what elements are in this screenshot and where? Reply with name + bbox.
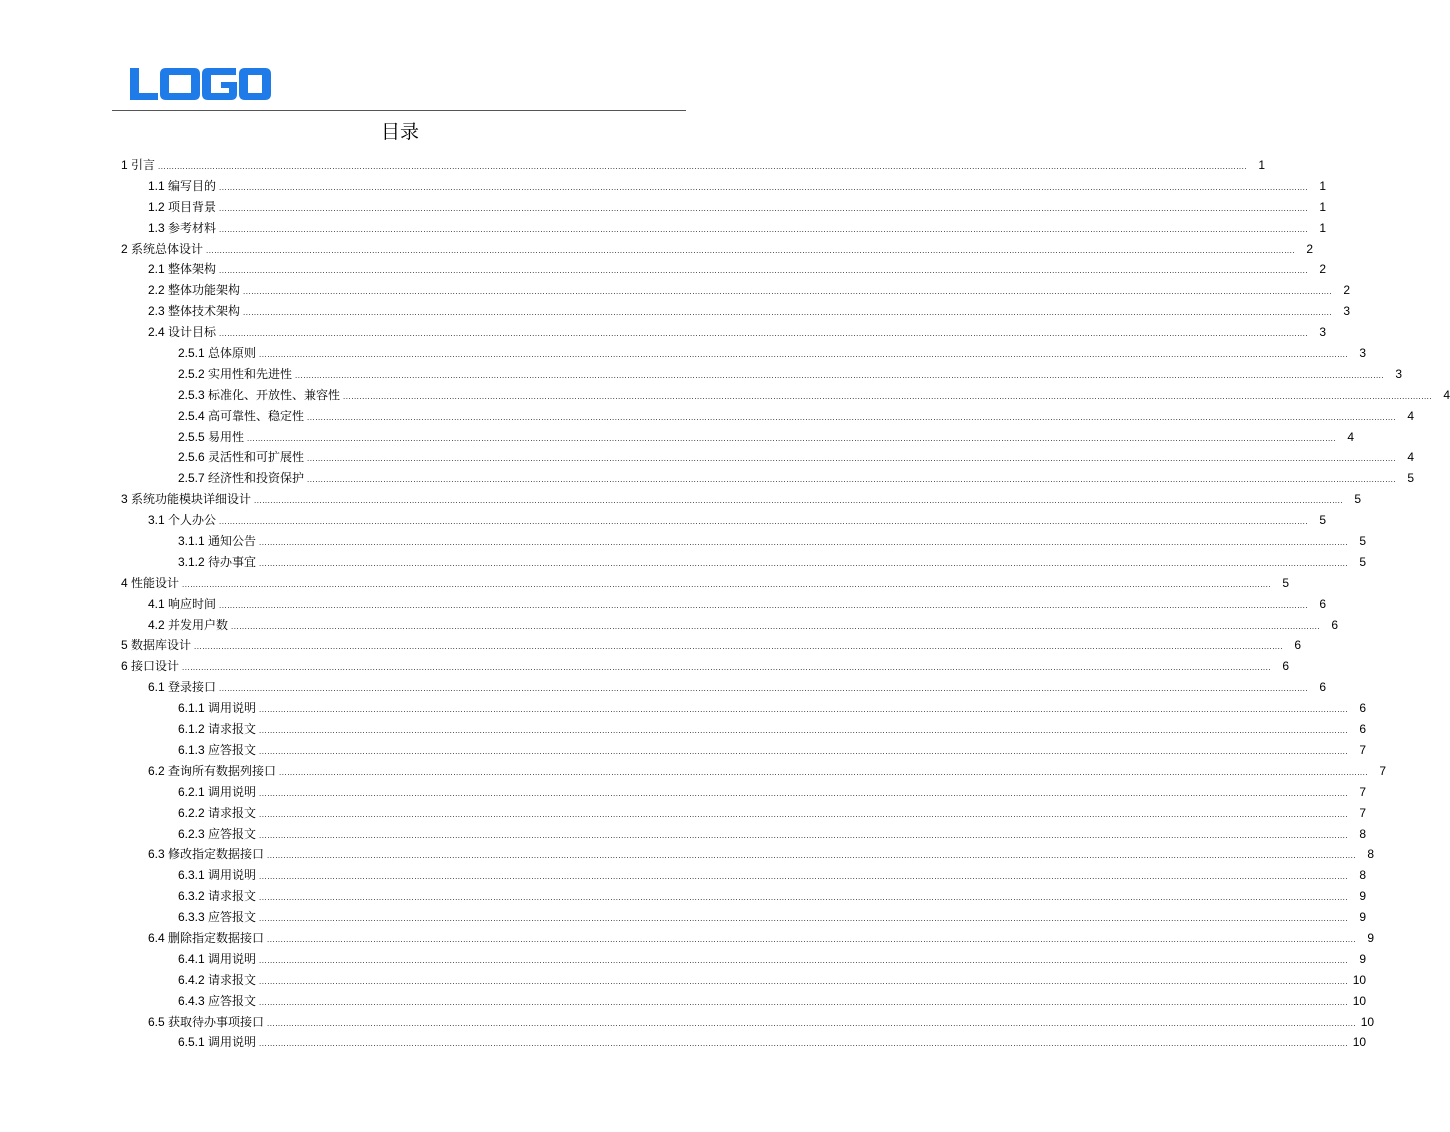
toc-entry-title: 编写目的 [168,178,217,193]
toc-entry-number: 2.5.2 [178,366,209,381]
toc-entry-label [178,970,257,991]
toc-entry-number: 2.4 [148,325,169,340]
toc-entry[interactable] [178,907,1367,928]
toc-entry-page: 4 [1407,408,1415,423]
toc-entry-title: 实用性和先进性 [208,366,293,381]
toc-entry-number: 1.2 [148,199,169,214]
toc-entry-number: 6.2 [148,763,169,778]
toc-entry-title: 调用说明 [208,1035,257,1050]
toc-entry-number: 6.1.1 [178,701,209,716]
toc-entry-page: 2 [1343,283,1351,298]
toc-entry-title: 应答报文 [208,910,257,925]
toc-leader-dots: ................................................................................................................................................................................................................................................................................................................................................................................................................ [158,162,1248,171]
toc-entry-title: 调用说明 [208,701,257,716]
toc-entry-label [178,719,257,740]
toc-entry[interactable] [178,991,1367,1012]
toc-entry-number: 4 [121,575,132,590]
toc-entry[interactable] [121,489,1362,510]
toc-leader-dots: ................................................................................................................................................................................................................................................................................................................................................................................................................ [194,642,1284,652]
toc-entry-label [178,343,257,364]
toc-entry-number: 2.5.7 [178,471,209,486]
toc-entry-number: 2.5.4 [178,408,209,423]
toc-leader-dots: ................................................................................................................................................................................................................................................................................................................................................................................................................ [259,726,1349,736]
toc-entry-label [148,677,217,698]
toc-entry-number: 6.2.1 [178,784,209,799]
toc-entry-label [178,447,305,468]
toc-entry-page: 6 [1359,722,1367,737]
toc-entry-number: 5 [121,638,132,653]
toc-entry-page: 8 [1359,868,1367,883]
toc-entry-page: 5 [1407,471,1415,486]
toc-entry[interactable] [178,970,1367,991]
toc-entry[interactable] [178,552,1367,573]
toc-entry-page: 5 [1354,492,1362,507]
toc-entry-label [148,176,217,197]
toc-entry-number: 6.2.2 [178,805,209,820]
toc-entry-page: 5 [1359,534,1367,549]
toc-entry-title: 性能设计 [131,575,180,590]
toc-entry-page: 6 [1359,701,1367,716]
toc-leader-dots: ................................................................................................................................................................................................................................................................................................................................................................................................................ [259,538,1349,548]
toc-leader-dots: ................................................................................................................................................................................................................................................................................................................................................................................................................ [219,517,1309,527]
toc-entry[interactable] [148,510,1327,531]
toc-entry-label [148,322,217,343]
toc-entry-label [178,385,341,406]
toc-entry-page: 6 [1294,638,1302,653]
toc-entry-label [121,656,180,677]
toc-leader-dots: ................................................................................................................................................................................................................................................................................................................................................................................................................ [219,266,1309,276]
toc-entry[interactable] [178,698,1367,719]
toc-entry-page: 8 [1367,847,1375,862]
toc-entry-number: 1 [121,158,132,172]
toc-entry[interactable] [178,427,1355,448]
toc-entry-number: 6.3.2 [178,889,209,904]
toc-entry[interactable] [148,844,1375,865]
toc-entry[interactable] [178,385,1450,406]
toc-entry-page: 3 [1395,366,1403,381]
toc-leader-dots: ................................................................................................................................................................................................................................................................................................................................................................................................................ [243,308,1333,318]
toc-leader-dots: ................................................................................................................................................................................................................................................................................................................................................................................................................ [206,245,1296,255]
toc-entry-number: 2.5.6 [178,450,209,465]
toc-leader-dots: ................................................................................................................................................................................................................................................................................................................................................................................................................ [259,893,1349,903]
toc-entry-page: 3 [1319,325,1327,340]
toc-entry-label [178,991,257,1012]
toc-entry-title: 个人办公 [168,513,217,528]
toc-entry-label [178,886,257,907]
toc-entry-label [121,155,156,176]
toc-leader-dots: ................................................................................................................................................................................................................................................................................................................................................................................................................ [219,600,1309,610]
toc-entry-title: 系统总体设计 [131,241,204,256]
toc-entry-page: 7 [1379,763,1387,778]
toc-leader-dots: ................................................................................................................................................................................................................................................................................................................................................................................................................ [259,955,1349,965]
toc-entry-number: 6.4 [148,930,169,945]
toc-entry[interactable] [178,468,1415,489]
toc-entry[interactable] [121,573,1290,594]
toc-entry-label [178,531,257,552]
toc-entry[interactable] [121,239,1314,260]
toc-entry[interactable] [148,615,1339,636]
toc-entry-number: 2.5.5 [178,429,209,444]
toc-entry-number: 6 [121,659,132,674]
toc-leader-dots: ................................................................................................................................................................................................................................................................................................................................................................................................................ [259,914,1349,924]
toc-entry[interactable] [148,218,1327,239]
toc-entry-label [148,218,217,239]
toc-entry-label [148,594,217,615]
toc-leader-dots: ................................................................................................................................................................................................................................................................................................................................................................................................................ [231,621,1321,631]
toc-entry-page: 7 [1359,742,1367,757]
toc-entry[interactable] [148,259,1327,280]
toc-leader-dots: ................................................................................................................................................................................................................................................................................................................................................................................................................ [267,1018,1357,1028]
toc-entry-number: 1.1 [148,178,169,193]
toc-entry-page: 6 [1331,617,1339,632]
toc-entry-label [178,406,305,427]
toc-entry-label [178,698,257,719]
toc-leader-dots: ................................................................................................................................................................................................................................................................................................................................................................................................................ [259,809,1349,819]
toc-entry[interactable] [121,656,1290,677]
toc-entry-page: 5 [1359,554,1367,569]
toc-entry-number: 2.2 [148,283,169,298]
toc-entry-label [148,615,229,636]
toc-entry-label [178,427,245,448]
toc-entry-label [178,1032,257,1053]
toc-leader-dots: ................................................................................................................................................................................................................................................................................................................................................................................................................ [343,391,1433,401]
toc-leader-dots: ................................................................................................................................................................................................................................................................................................................................................................................................................ [259,1039,1349,1049]
toc-leader-dots: ................................................................................................................................................................................................................................................................................................................................................................................................................ [259,746,1349,756]
toc-list [0,155,1450,1053]
toc-entry-title: 参考材料 [168,220,217,235]
toc-entry-label [178,468,305,489]
toc-entry-label [148,301,241,322]
toc-entry-number: 6.4.3 [178,993,209,1008]
toc-leader-dots: ................................................................................................................................................................................................................................................................................................................................................................................................................ [267,934,1357,944]
toc-entry-page: 1 [1319,178,1327,193]
toc-entry-page: 9 [1359,889,1367,904]
toc-entry-page: 8 [1359,826,1367,841]
toc-entry-title: 登录接口 [168,680,217,695]
toc-leader-dots: ................................................................................................................................................................................................................................................................................................................................................................................................................ [259,705,1349,715]
toc-leader-dots: ................................................................................................................................................................................................................................................................................................................................................................................................................ [219,182,1309,192]
toc-entry-label [148,928,265,949]
toc-entry[interactable] [178,1032,1367,1053]
toc-entry-page: 6 [1319,596,1327,611]
toc-title: 目录 [380,121,419,143]
toc-entry[interactable] [178,865,1367,886]
toc-entry-page: 4 [1347,429,1355,444]
toc-entry-title: 应答报文 [208,993,257,1008]
toc-entry-page: 10 [1352,993,1367,1008]
toc-entry[interactable] [148,1012,1375,1033]
toc-entry-title: 整体架构 [168,262,217,277]
toc-entry[interactable] [121,635,1302,656]
toc-entry-title: 接口设计 [131,659,180,674]
toc-entry[interactable] [148,301,1351,322]
toc-leader-dots: ................................................................................................................................................................................................................................................................................................................................................................................................................ [295,370,1385,380]
toc-entry[interactable] [178,803,1367,824]
toc-entry[interactable] [121,155,1266,176]
toc-entry-title: 应答报文 [208,742,257,757]
toc-entry-title: 设计目标 [168,325,217,340]
toc-entry-label [148,197,217,218]
toc-entry-title: 请求报文 [208,805,257,820]
toc-entry-page: 5 [1319,513,1327,528]
toc-entry-title: 响应时间 [168,596,217,611]
toc-entry-page: 7 [1359,784,1367,799]
toc-entry-number: 3 [121,492,132,507]
toc-entry-page: 9 [1367,930,1375,945]
toc-leader-dots: ................................................................................................................................................................................................................................................................................................................................................................................................................ [182,663,1272,673]
toc-leader-dots: ................................................................................................................................................................................................................................................................................................................................................................................................................ [247,433,1337,443]
toc-entry[interactable] [148,176,1327,197]
toc-entry-label [121,635,192,656]
toc-entry[interactable] [178,531,1367,552]
toc-entry-number: 6.1.3 [178,742,209,757]
toc-entry-number: 6.4.2 [178,972,209,987]
toc-leader-dots: ................................................................................................................................................................................................................................................................................................................................................................................................................ [259,997,1349,1007]
toc-entry-label [121,239,204,260]
toc-entry-label [178,364,293,385]
toc-leader-dots: ................................................................................................................................................................................................................................................................................................................................................................................................................ [279,767,1369,777]
toc-leader-dots: ................................................................................................................................................................................................................................................................................................................................................................................................................ [307,412,1397,422]
toc-entry-title: 获取待办事项接口 [168,1014,265,1029]
toc-leader-dots: ................................................................................................................................................................................................................................................................................................................................................................................................................ [259,830,1349,840]
toc-entry-label [178,740,257,761]
toc-entry-label [148,280,241,301]
toc-entry-page: 6 [1319,680,1327,695]
toc-entry-number: 6.1 [148,680,169,695]
toc-entry-page: 4 [1407,450,1415,465]
toc-leader-dots: ................................................................................................................................................................................................................................................................................................................................................................................................................ [267,851,1357,861]
toc-entry-title: 请求报文 [208,722,257,737]
toc-entry-label [178,949,257,970]
toc-entry-page: 3 [1359,346,1367,361]
toc-leader-dots: ................................................................................................................................................................................................................................................................................................................................................................................................................ [259,558,1349,568]
toc-entry-title: 请求报文 [208,889,257,904]
toc-entry-number: 4.2 [148,617,169,632]
toc-entry-title: 通知公告 [208,534,257,549]
toc-entry-label [178,824,257,845]
toc-entry[interactable] [178,824,1367,845]
toc-entry-title: 总体原则 [208,346,257,361]
toc-entry-title: 灵活性和可扩展性 [208,450,305,465]
toc-entry-title: 调用说明 [208,868,257,883]
toc-leader-dots: ................................................................................................................................................................................................................................................................................................................................................................................................................ [182,579,1272,589]
toc-entry-title: 经济性和投资保护 [208,471,305,486]
toc-entry-label [121,489,252,510]
toc-leader-dots: ................................................................................................................................................................................................................................................................................................................................................................................................................ [219,224,1309,234]
toc-entry[interactable] [178,364,1403,385]
toc-entry-number: 3.1 [148,513,169,528]
toc-entry-page: 6 [1282,659,1290,674]
toc-entry-title: 查询所有数据列接口 [168,763,277,778]
toc-entry[interactable] [148,322,1327,343]
toc-entry-page: 2 [1306,241,1314,256]
toc-entry-page: 9 [1359,910,1367,925]
toc-entry-title: 调用说明 [208,951,257,966]
toc-entry-page: 1 [1319,199,1327,214]
toc-leader-dots: ................................................................................................................................................................................................................................................................................................................................................................................................................ [254,496,1344,506]
toc-entry[interactable] [178,740,1367,761]
toc-entry-page: 3 [1343,304,1351,319]
toc-entry[interactable] [178,343,1367,364]
toc-entry-label [178,782,257,803]
toc-leader-dots: ................................................................................................................................................................................................................................................................................................................................................................................................................ [307,475,1397,485]
toc-entry-page: 5 [1282,575,1290,590]
toc-entry-number: 6.4.1 [178,951,209,966]
toc-entry-page: 7 [1359,805,1367,820]
toc-entry-number: 6.3 [148,847,169,862]
toc-entry-page: 10 [1352,1035,1367,1050]
toc-entry-page: 1 [1258,158,1266,172]
toc-entry-title: 待办事宜 [208,554,257,569]
toc-leader-dots: ................................................................................................................................................................................................................................................................................................................................................................................................................ [243,287,1333,297]
toc-entry-title: 整体功能架构 [168,283,241,298]
toc-entry-number: 2 [121,241,132,256]
toc-leader-dots: ................................................................................................................................................................................................................................................................................................................................................................................................................ [219,329,1309,339]
toc-entry-label [148,510,217,531]
toc-entry-number: 2.1 [148,262,169,277]
toc-entry[interactable] [178,886,1367,907]
toc-leader-dots: ................................................................................................................................................................................................................................................................................................................................................................................................................ [219,684,1309,694]
toc-entry[interactable] [148,677,1327,698]
toc-leader-dots: ................................................................................................................................................................................................................................................................................................................................................................................................................ [259,872,1349,882]
toc-leader-dots: ................................................................................................................................................................................................................................................................................................................................................................................................................ [307,454,1397,464]
toc-leader-dots: ................................................................................................................................................................................................................................................................................................................................................................................................................ [259,350,1349,360]
toc-entry-page: 10 [1352,972,1367,987]
toc-entry-title: 删除指定数据接口 [168,930,265,945]
toc-entry-number: 6.5.1 [178,1035,209,1050]
toc-entry-page: 9 [1359,951,1367,966]
toc-entry-title: 引言 [131,158,156,172]
toc-entry-number: 3.1.2 [178,554,209,569]
toc-entry-number: 2.5.1 [178,346,209,361]
toc-entry[interactable] [178,719,1367,740]
toc-entry-number: 1.3 [148,220,169,235]
toc-entry-number: 2.5.3 [178,387,209,402]
toc-entry[interactable] [148,761,1387,782]
toc-entry-number: 6.1.2 [178,722,209,737]
toc-entry-label [178,865,257,886]
toc-entry-title: 易用性 [208,429,245,444]
toc-leader-dots: ................................................................................................................................................................................................................................................................................................................................................................................................................ [259,788,1349,798]
toc-entry-number: 6.2.3 [178,826,209,841]
toc-entry-number: 6.5 [148,1014,169,1029]
toc-entry-label [148,1012,265,1033]
toc-entry[interactable] [148,928,1375,949]
toc-entry-label [178,803,257,824]
toc-entry-title: 项目背景 [168,199,217,214]
toc-entry-label [121,573,180,594]
toc-entry-label [178,552,257,573]
toc-entry-page: 1 [1319,220,1327,235]
toc-entry-label [148,844,265,865]
toc-entry-title: 并发用户数 [168,617,229,632]
header-divider [112,110,686,111]
toc-entry-page: 10 [1360,1014,1375,1029]
toc-entry[interactable] [178,782,1367,803]
toc-entry-title: 系统功能模块详细设计 [131,492,252,507]
toc-leader-dots: ................................................................................................................................................................................................................................................................................................................................................................................................................ [219,203,1309,213]
toc-entry-title: 整体技术架构 [168,304,241,319]
toc-entry[interactable] [148,197,1327,218]
toc-entry[interactable] [148,280,1351,301]
toc-entry-page: 2 [1319,262,1327,277]
toc-entry-title: 应答报文 [208,826,257,841]
toc-entry-label [178,907,257,928]
toc-entry-title: 修改指定数据接口 [168,847,265,862]
toc-entry[interactable] [178,406,1415,427]
toc-entry-number: 4.1 [148,596,169,611]
toc-entry-title: 调用说明 [208,784,257,799]
toc-entry-label [148,259,217,280]
toc-entry[interactable] [178,447,1415,468]
toc-leader-dots: ................................................................................................................................................................................................................................................................................................................................................................................................................ [259,976,1349,986]
toc-entry[interactable] [178,949,1367,970]
toc-entry[interactable] [148,594,1327,615]
toc-entry-page: 4 [1443,387,1450,402]
toc-entry-number: 6.3.1 [178,868,209,883]
toc-entry-title: 标准化、开放性、兼容性 [208,387,341,402]
toc-entry-number: 3.1.1 [178,534,209,549]
toc-entry-title: 高可靠性、稳定性 [208,408,305,423]
logo [128,64,273,104]
toc-entry-label [148,761,277,782]
toc-entry-title: 请求报文 [208,972,257,987]
toc-entry-number: 6.3.3 [178,910,209,925]
toc-entry-title: 数据库设计 [131,638,192,653]
toc-entry-number: 2.3 [148,304,169,319]
